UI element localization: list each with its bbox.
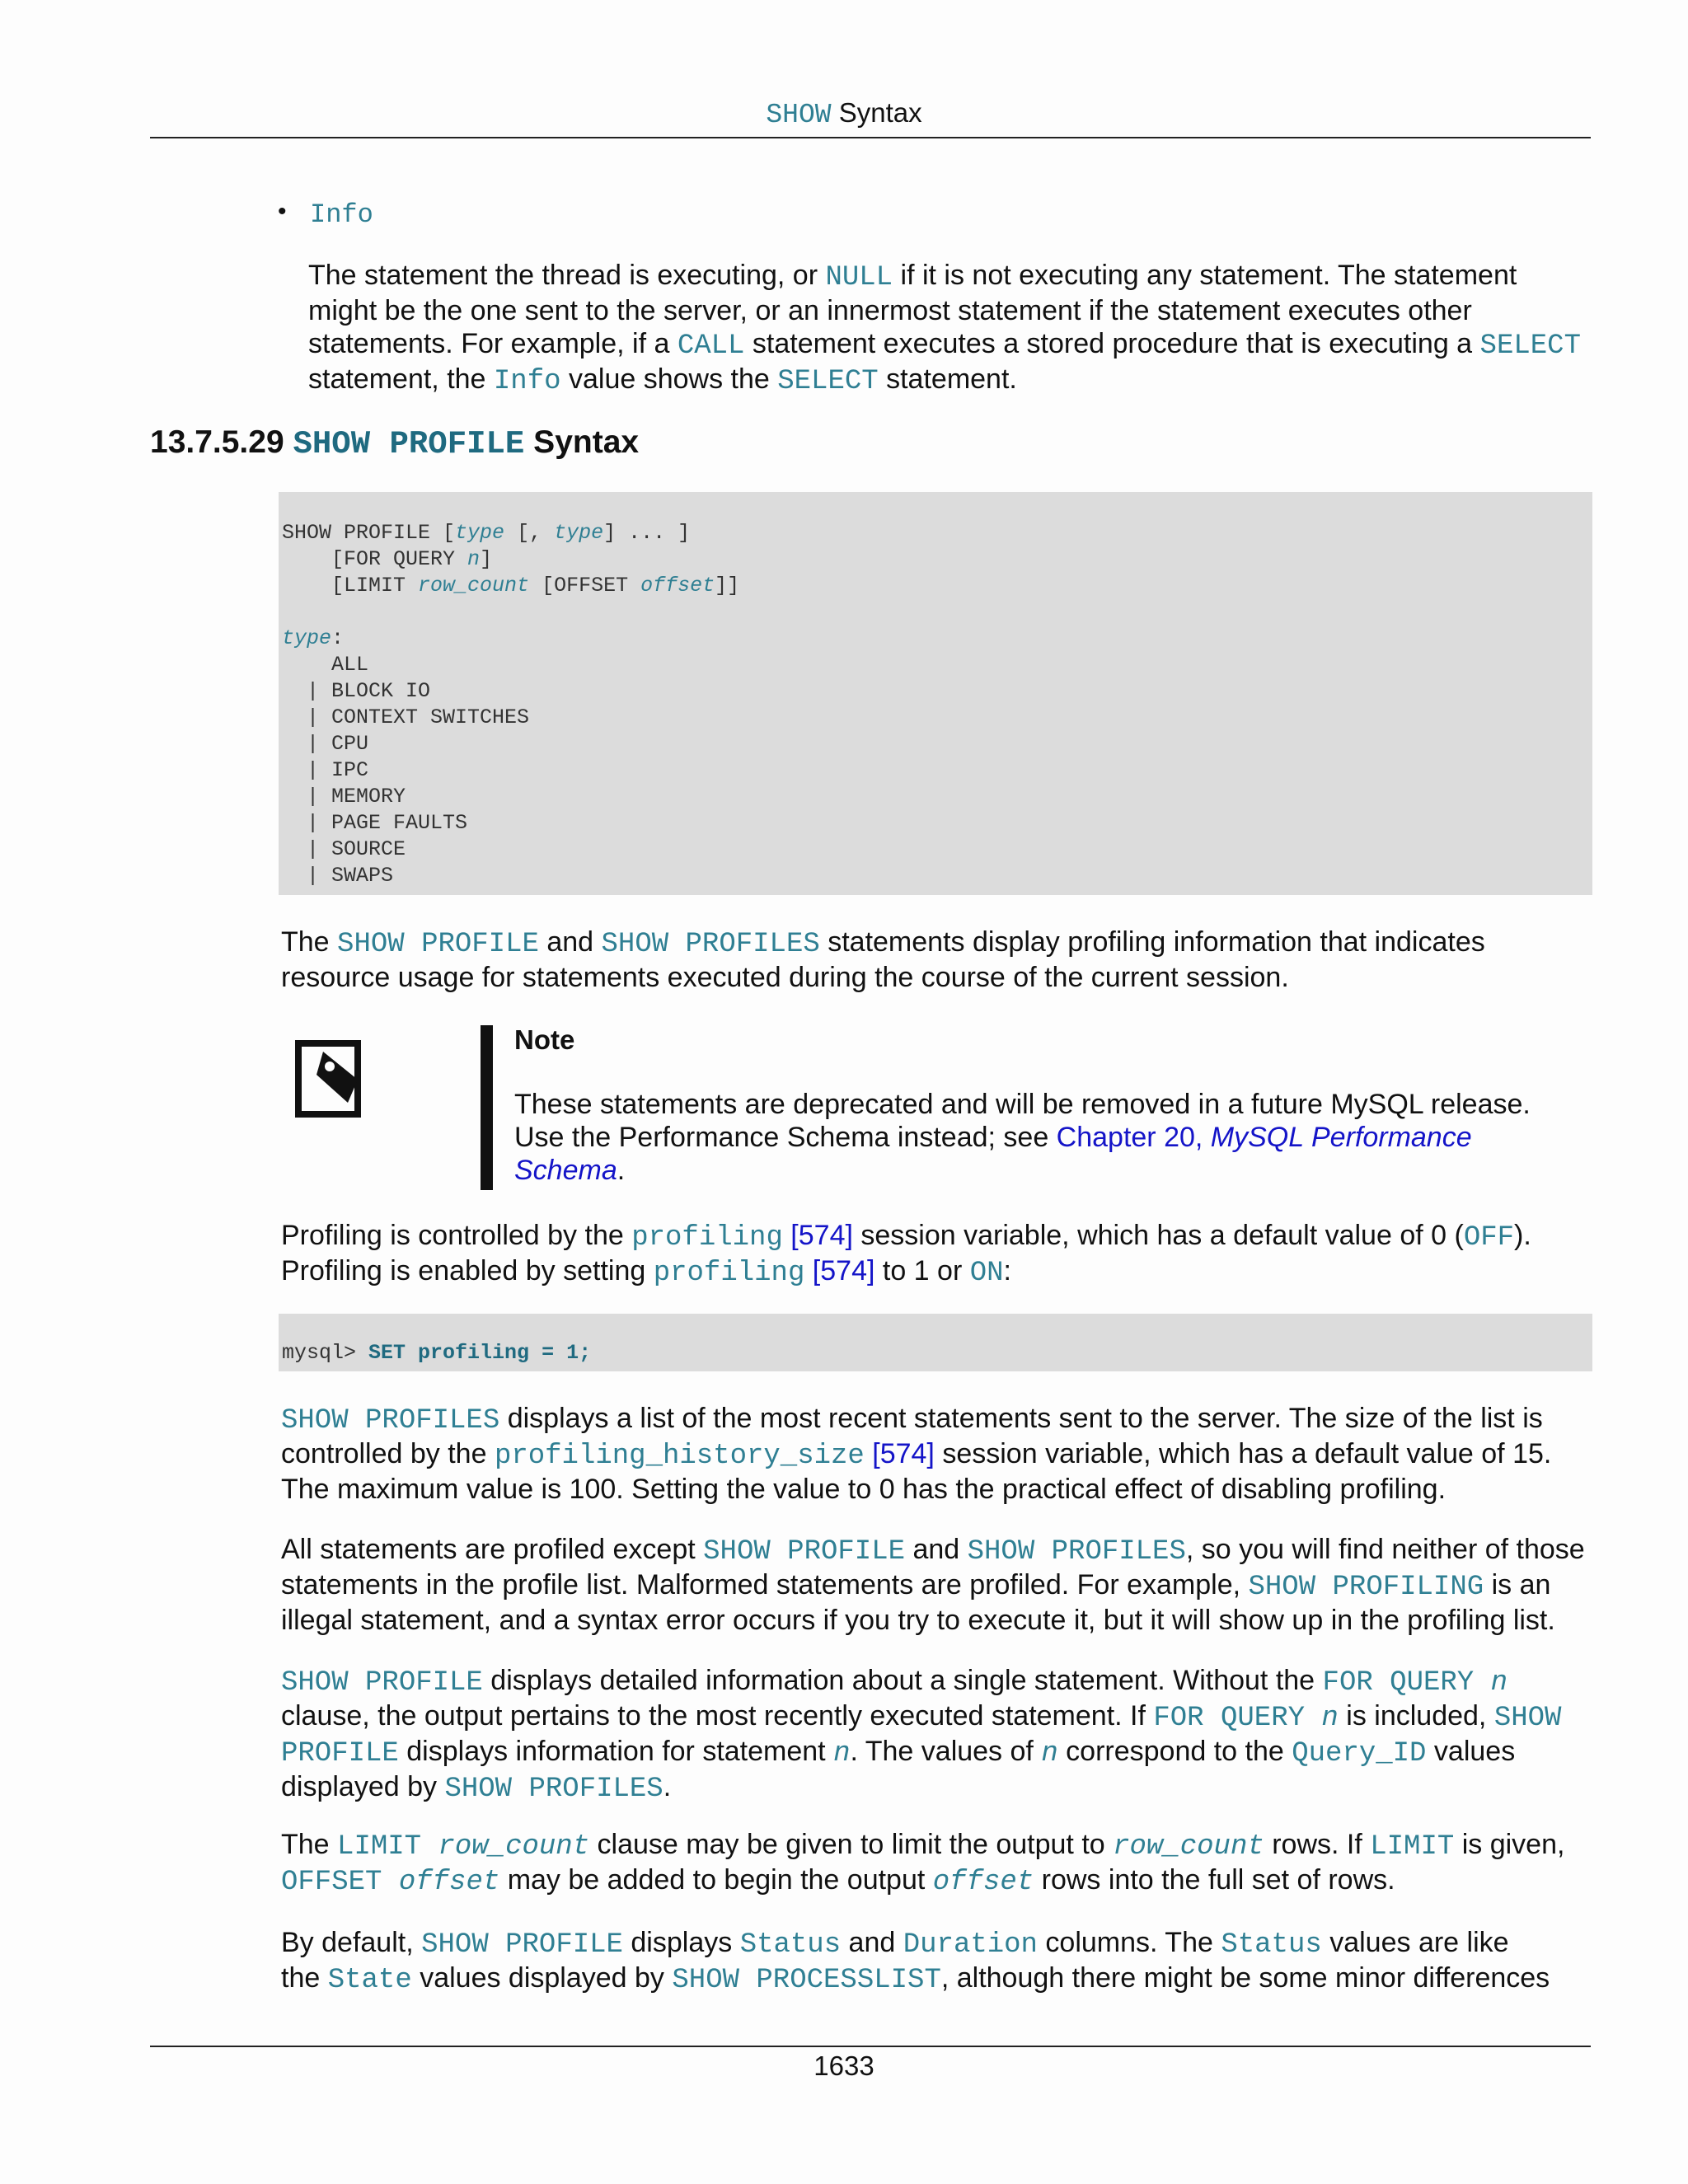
- running-header: [0, 97, 1688, 130]
- ref-link[interactable]: [574]: [864, 1438, 935, 1469]
- bullet-glyph: •: [278, 198, 287, 225]
- header-text: Syntax: [831, 97, 922, 128]
- page-number: 1633: [814, 2050, 874, 2081]
- note-title: Note: [514, 1024, 575, 1055]
- info-paragraph: The statement the thread is executing, or NULL if it is not executing any statement. The statement might be the one sent to the server, or an innermost statement if the statement executes other statements. For example, if a CALL statement executes a stored procedure that is executing a SELECT statement, the Info value shows the SELECT statement.: [308, 260, 1581, 397]
- footer-rule: [150, 2046, 1591, 2047]
- bullet-term: Info: [310, 199, 373, 230]
- performance-schema-link[interactable]: Chapter 20, MySQL Performance Schema: [514, 1122, 1472, 1186]
- detail-paragraph: SHOW PROFILE displays detailed information about a single statement. Without the FOR QUERY n clause, the output pertains to the most recently executed statement. If FOR QUERY n is included, SHOW PROFILE displays information for statement n. The values of n correspond to the Query_ID values displayed by SHOW PROFILES.: [281, 1665, 1562, 1805]
- default-columns-paragraph: By default, SHOW PROFILE displays Status and Duration columns. The Status values are like the State values displayed by SHOW PROCESSLIST, although there might be some minor differences: [281, 1927, 1550, 1996]
- all-statements-paragraph: All statements are profiled except SHOW PROFILE and SHOW PROFILES, so you will find neither of those statements in the profile list. Malformed statements are profiled. For example, SHOW PROFILING is an illegal statement, and a syntax error occurs if you try to execute it, but it will show up in the profiling list.: [281, 1534, 1585, 1636]
- example-code-block: mysql> SET profiling = 1;: [279, 1314, 1592, 1371]
- note-bar: [481, 1025, 493, 1190]
- header-code: SHOW: [766, 100, 832, 130]
- limit-paragraph: The LIMIT row_count clause may be given to limit the output to row_count rows. If LIMIT is given, OFFSET offset may be added to begin the output offset rows into the full set of rows.: [281, 1829, 1565, 1898]
- ref-link[interactable]: [574]: [804, 1255, 875, 1286]
- note-text: These statements are deprecated and will be removed in a future MySQL release. Use the Performance Schema instead; see Chapter 20, MySQL Performance Schema.: [514, 1089, 1531, 1186]
- ref-link[interactable]: [574]: [782, 1220, 853, 1251]
- section-heading: 13.7.5.29 SHOW PROFILE Syntax: [150, 424, 640, 462]
- profiles-paragraph: SHOW PROFILES displays a list of the most recent statements sent to the server. The size of the list is controlled by the profiling_history_size [574] session variable, which has a default value of 15. The maximum value is 100. Setting the value to 0 has the practical effect of disabling profiling.: [281, 1403, 1552, 1505]
- profiling-paragraph: Profiling is controlled by the profiling [574] session variable, which has a default value of 0 (OFF). Profiling is enabled by setting profiling [574] to 1 or ON:: [281, 1220, 1531, 1289]
- intro-paragraph: The SHOW PROFILE and SHOW PROFILES statements display profiling information that indicates resource usage for statements executed during the course of the current session.: [281, 926, 1485, 993]
- syntax-code-block: SHOW PROFILE [type [, type] ... ] [FOR QUERY n] [LIMIT row_count [OFFSET offset]] type: ALL | BLOCK IO | CONTEXT SWITCHES | CPU | IPC | MEMORY | PAGE FAULTS | SOURCE | SWAPS: [279, 492, 1592, 895]
- note-pencil-icon: [295, 1037, 369, 1119]
- header-rule: [150, 137, 1591, 138]
